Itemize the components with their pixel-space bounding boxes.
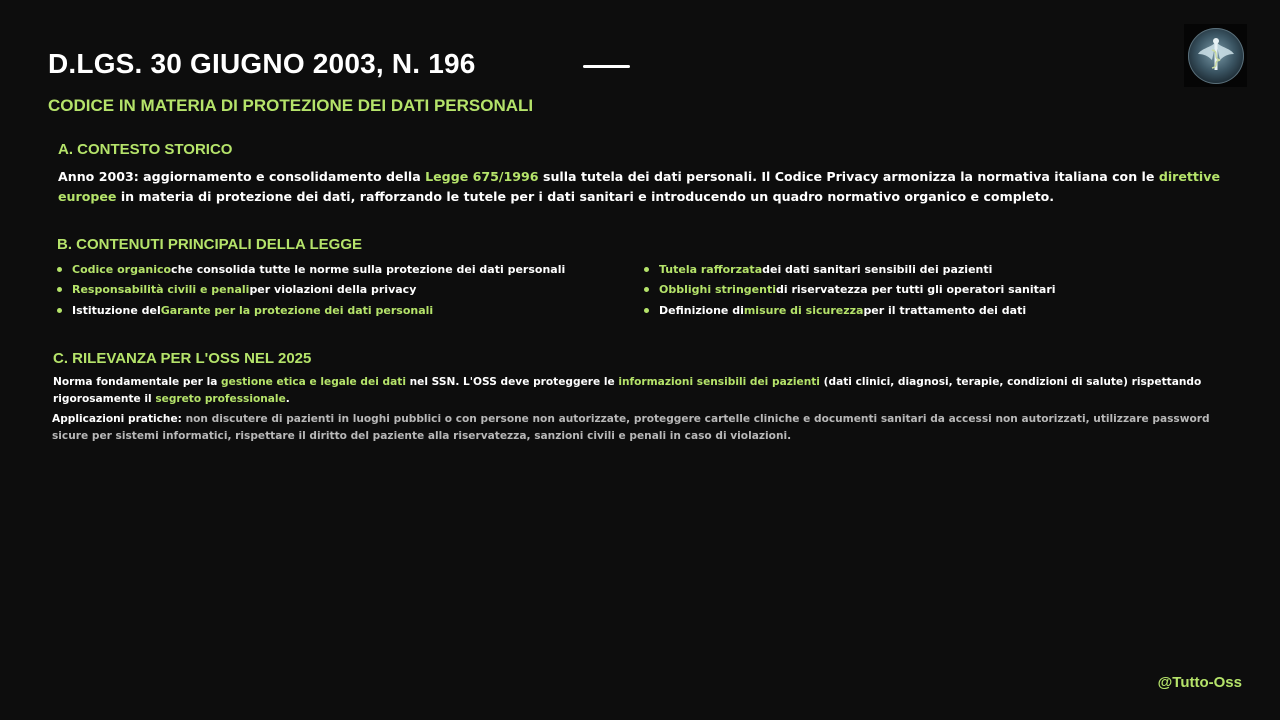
section-c-text-3: (dati clinici, diagnosi, terapie, condizioni di salute) rispettando rigorosamente il [53, 376, 1202, 405]
section-c-highlight-secret: segreto professionale [155, 393, 286, 405]
page-subtitle: CODICE IN MATERIA DI PROTEZIONE DEI DATI PERSONALI [48, 96, 534, 115]
emblem-icon [1188, 28, 1244, 84]
section-c-text-1: Norma fondamentale per la [53, 376, 222, 388]
section-a-heading: A. CONTESTO STORICO [58, 141, 233, 158]
page-title: D.LGS. 30 GIUGNO 2003, N. 196 [48, 48, 476, 79]
section-b-left-list [57, 259, 565, 321]
logo-disc [1188, 28, 1244, 84]
section-c-highlight-info: informazioni sensibili dei pazienti [618, 376, 820, 388]
list-item: Definizione di misure di sicurezza per il trattamento dei dati [644, 300, 1056, 321]
list-item: Istituzione del Garante per la protezione dei dati personali [57, 300, 565, 321]
section-a-text-1: Anno 2003: aggiornamento e consolidamento della [58, 169, 426, 184]
footer-handle: @Tutto-Oss [1157, 674, 1242, 691]
list-item: Responsabilità civili e penali per violazioni della privacy [57, 280, 565, 301]
bullet-dot-icon [57, 287, 62, 292]
section-b-heading: B. CONTENUTI PRINCIPALI DELLA LEGGE [57, 236, 363, 253]
winged-emblem-logo-icon [1184, 24, 1247, 87]
section-c-text-2: nel SSN. L'OSS deve proteggere le [405, 376, 619, 388]
section-a-paragraph [58, 167, 1233, 206]
section-a-text-3: in materia di protezione dei dati, rafforzando le tutele per i dati sanitari e introducendo un quadro normativo organico e completo. [116, 188, 1055, 204]
list-item: Obblighi stringenti di riservatezza per tutti gli operatori sanitari [644, 280, 1056, 301]
applications-text: non discutere di pazienti in luoghi pubblici o con persone non autorizzate, proteggere cartelle cliniche e documenti sanitari da accessi non autorizzati, utilizzare password sicure per sistemi informatici, rispettare il diritto del paziente alla riservatezza, sanzioni civili e penali in caso di violazioni. [52, 413, 1210, 442]
section-a-text-2: sulla tutela dei dati personali. Il Codice Privacy armonizza la normativa italiana con le [538, 169, 1159, 184]
section-c-heading: C. RILEVANZA PER L'OSS NEL 2025 [53, 350, 312, 367]
section-c-applications [52, 411, 1234, 445]
section-c-text-4: . [285, 393, 290, 405]
title-dash-divider [583, 65, 630, 68]
bullet-dot-icon [57, 267, 62, 272]
section-c-highlight-ethics: gestione etica e legale dei dati [221, 376, 406, 388]
bullet-dot-icon [644, 267, 649, 272]
list-item: Tutela rafforzata dei dati sanitari sensibili dei pazienti [644, 259, 1056, 280]
applications-label: Applicazioni pratiche: [52, 413, 182, 425]
section-c-paragraph [53, 374, 1233, 408]
section-b-right-list [644, 259, 1056, 321]
list-item: Codice organico che consolida tutte le norme sulla protezione dei dati personali [57, 259, 565, 280]
bullet-dot-icon [644, 287, 649, 292]
section-a-highlight-law: Legge 675/1996 [425, 169, 539, 184]
bullet-dot-icon [644, 308, 649, 313]
bullet-dot-icon [57, 308, 62, 313]
section-a-highlight-directives: direttive europee [58, 169, 1221, 204]
